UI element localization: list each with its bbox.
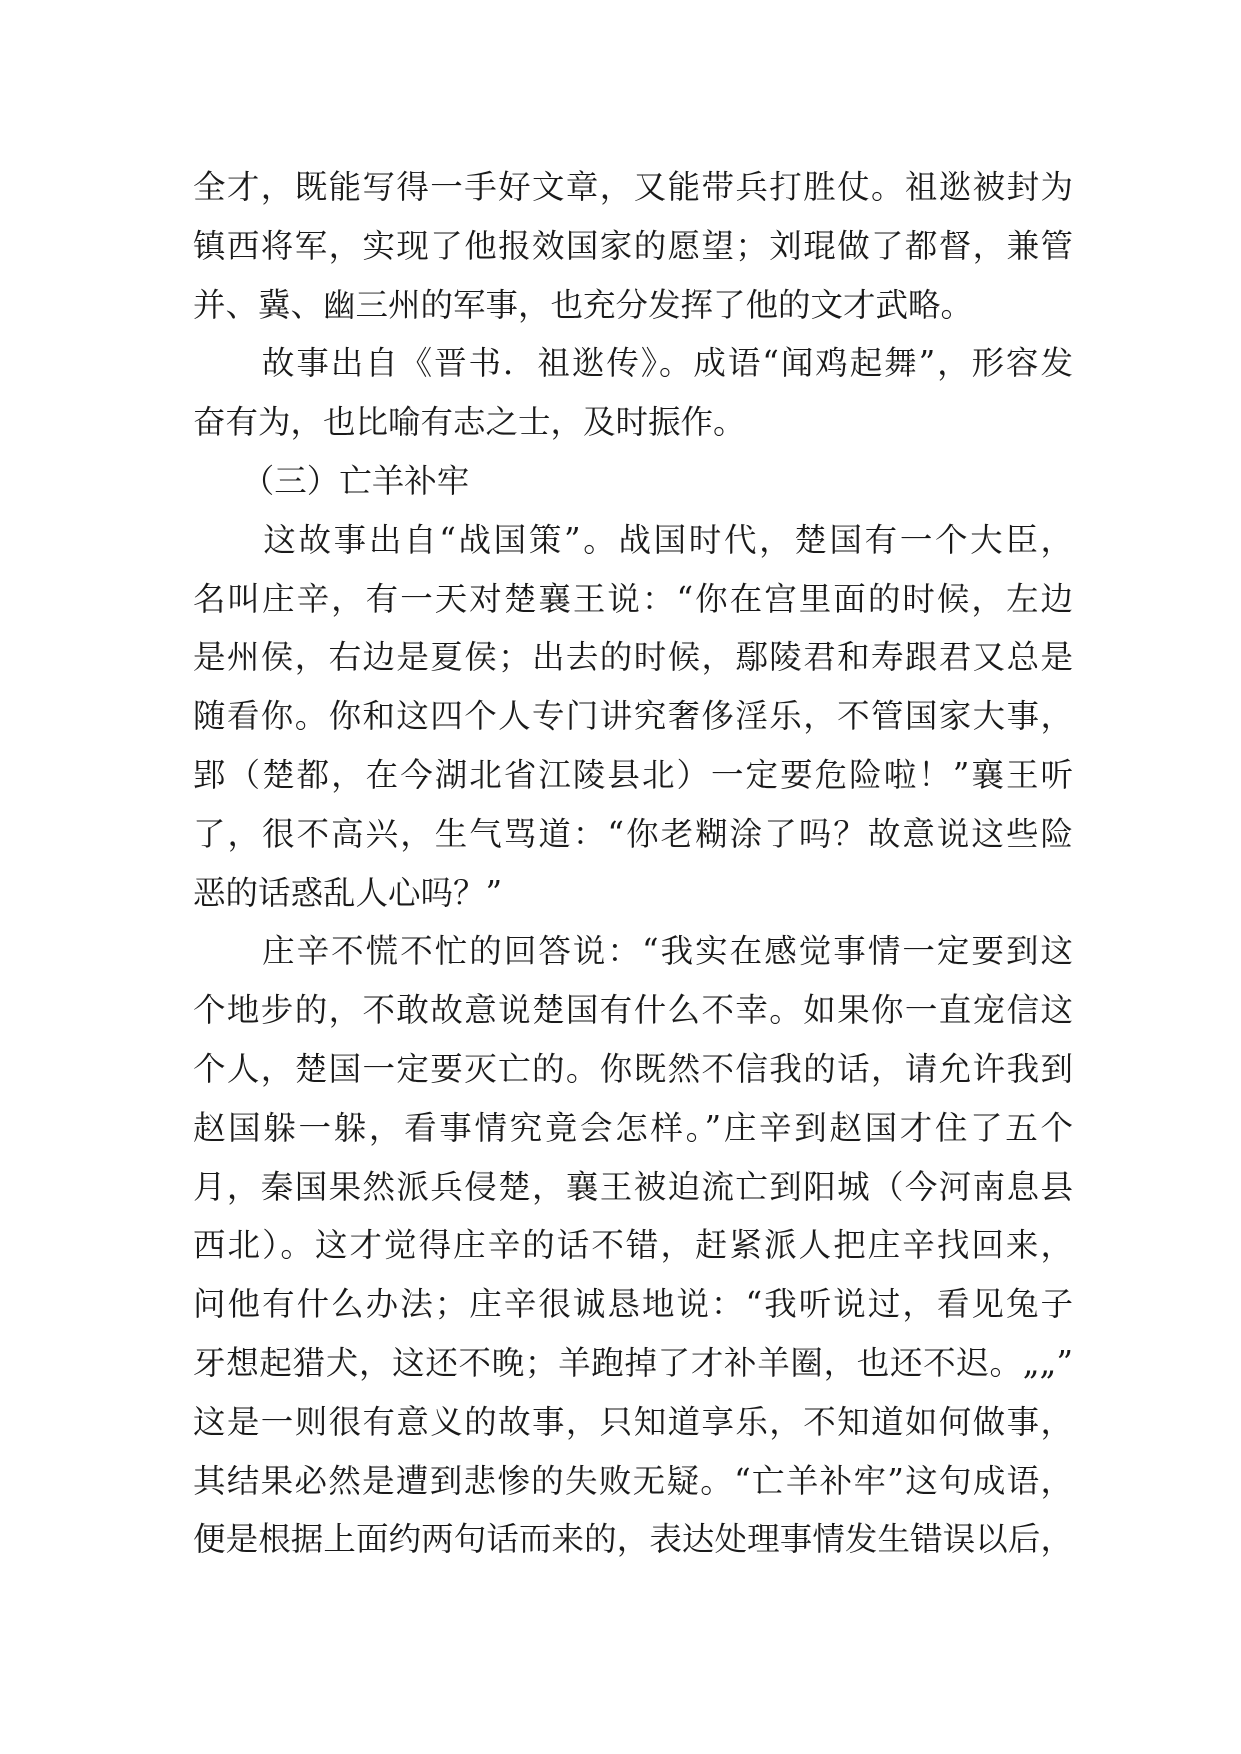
body-text	[193, 158, 1073, 1569]
text-line: 奋有为，也比喻有志之士，及时振作。	[193, 403, 746, 442]
text-line: 西北）。这才觉得庄辛的话不错，赶紧派人把庄辛找回来，	[193, 1226, 1073, 1265]
text-line: 镇西将军，实现了他报效国家的愿望；刘琨做了都督，兼管	[193, 226, 1073, 265]
text-line: 随看你。你和这四个人专门讲究奢侈淫乐，不管国家大事，	[193, 697, 1073, 736]
text-line: 庄辛不慌不忙的回答说：“我实在感觉事情一定要到这	[193, 932, 1073, 971]
text-line: 个人，楚国一定要灭亡的。你既然不信我的话，请允许我到	[193, 1049, 1073, 1088]
text-line: 其结果必然是遭到悲惨的失败无疑。“亡羊补牢”这句成语，	[193, 1461, 1073, 1500]
text-line: 郢（楚都，在今湖北省江陵县北）一定要危险啦！”襄王听	[193, 755, 1073, 794]
text-line: 恶的话惑乱人心吗？”	[193, 873, 503, 912]
text-line: 赵国躲一躲，看事情究竟会怎样。”庄辛到赵国才住了五个	[193, 1108, 1073, 1147]
text-line: 故事出自《晋书．祖逖传》。成语“闻鸡起舞”，形容发	[193, 344, 1073, 383]
text-line: 是州侯，右边是夏侯；出去的时候，鄢陵君和寿跟君又总是	[193, 638, 1073, 677]
text-line: 个地步的，不敢故意说楚国有什么不幸。如果你一直宠信这	[193, 991, 1073, 1030]
text-line: 这故事出自“战国策”。战国时代，楚国有一个大臣，	[193, 520, 1073, 559]
text-line: 便是根据上面约两句话而来的，表达处理事情发生错误以后，	[193, 1520, 1073, 1559]
text-line: 月，秦国果然派兵侵楚，襄王被迫流亡到阳城（今河南息县	[193, 1167, 1073, 1206]
text-line: 了，很不高兴，生气骂道：“你老糊涂了吗？故意说这些险	[193, 814, 1073, 853]
section-heading: （三）亡羊补牢	[193, 461, 470, 500]
text-line: 全才，既能写得一手好文章，又能带兵打胜仗。祖逖被封为	[193, 168, 1073, 206]
text-line: 并、冀、幽三州的军事，也充分发挥了他的文才武略。	[193, 285, 974, 324]
text-line: 名叫庄辛，有一天对楚襄王说：“你在宫里面的时候，左边	[193, 579, 1073, 618]
text-line: 问他有什么办法；庄辛很诚恳地说：“我听说过，看见兔子	[193, 1285, 1073, 1324]
text-line: 这是一则很有意义的故事，只知道享乐，不知道如何做事，	[193, 1402, 1073, 1441]
text-line: 牙想起猎犬，这还不晚；羊跑掉了才补羊圈，也还不迟。„„”	[193, 1343, 1073, 1382]
